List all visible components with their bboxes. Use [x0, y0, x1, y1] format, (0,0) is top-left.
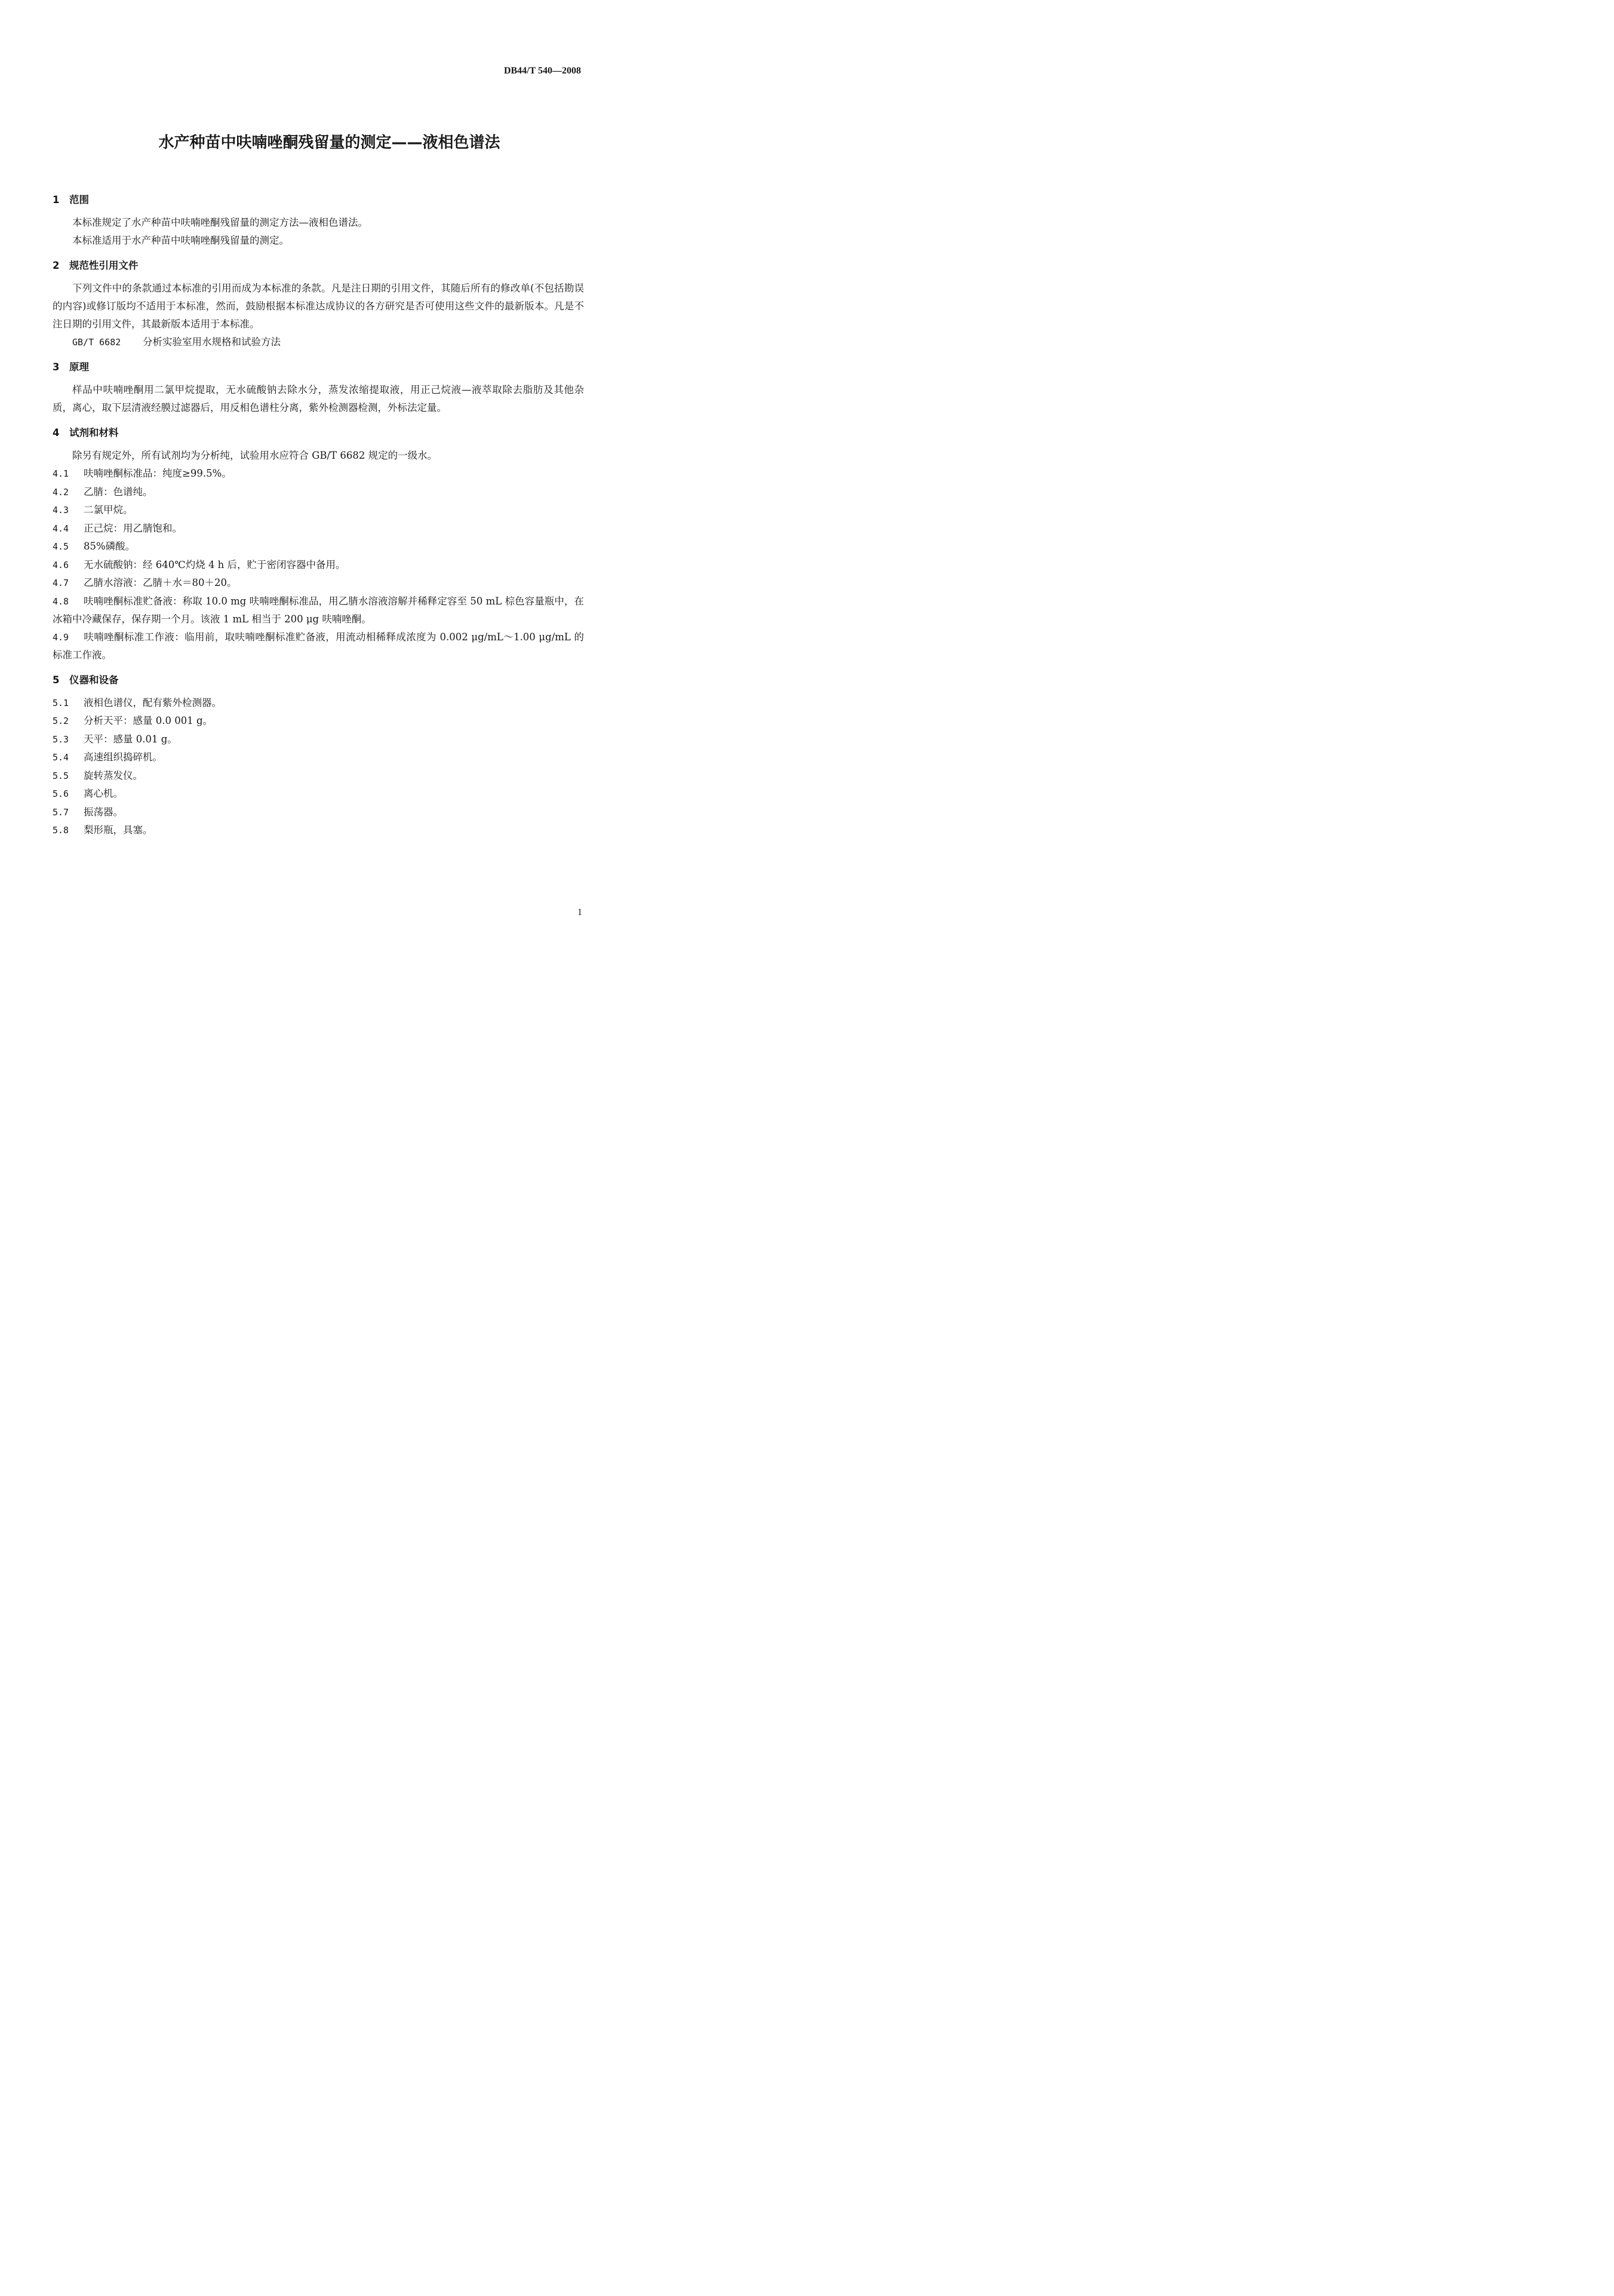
list-item: [53, 730, 584, 749]
list-item: [53, 556, 584, 575]
item-number: 5.8: [53, 825, 69, 836]
section-4-heading: [53, 424, 584, 442]
section-3-heading: [53, 358, 584, 376]
item-text: 液相色谱仪，配有紫外检测器。: [84, 696, 222, 708]
reference-code: GB/T 6682: [72, 337, 121, 348]
section-number: 3: [53, 361, 60, 373]
list-item: [53, 538, 584, 556]
page-number: 1: [577, 907, 582, 917]
item-number: 5.2: [53, 716, 69, 726]
list-item: [53, 593, 584, 628]
paragraph: 下列文件中的条款通过本标准的引用而成为本标准的条款。凡是注日期的引用文件，其随后所有的修改单(不包括勘误的内容)或修订版均不适用于本标准，然而，鼓励根据本标准达成协议的各方研究是否可使用这些文件的最新版本。凡是不注日期的引用文件，其最新版本适用于本标准。: [53, 283, 584, 330]
item-number: 4.8: [53, 596, 69, 607]
section-title: 范围: [69, 194, 89, 205]
list-item: [53, 465, 584, 483]
section-number: 5: [53, 674, 60, 686]
list-item: [53, 483, 584, 502]
item-number: 4.9: [53, 631, 69, 643]
item-text: 高速组织捣碎机。: [84, 751, 162, 763]
item-number: 4.5: [53, 541, 69, 552]
item-text: 85%磷酸。: [84, 541, 136, 552]
standard-code: DB44/T 540—2008: [503, 66, 581, 76]
item-text: 分析天平：感量 0.0 001 g。: [84, 715, 213, 726]
item-text: 离心机。: [84, 788, 123, 799]
list-item: [53, 712, 584, 730]
item-text: 呋喃唑酮标准品：纯度≥99.5%。: [84, 468, 232, 479]
section-5-heading: [53, 671, 584, 689]
document-title: 水产种苗中呋喃唑酮残留量的测定——液相色谱法: [158, 134, 500, 152]
section-title: 试剂和材料: [69, 427, 119, 438]
item-text: 乙腈：色谱纯。: [84, 486, 153, 498]
item-text: 无水硫酸钠：经 640℃灼烧 4 h 后，贮于密闭容器中备用。: [84, 558, 346, 570]
item-number: 5.6: [53, 788, 69, 799]
document-body: [53, 191, 584, 840]
paragraph: 本标准适用于水产种苗中呋喃唑酮残留量的测定。: [72, 235, 289, 246]
item-number: 5.5: [53, 770, 69, 781]
list-item: [53, 501, 584, 520]
item-number: 5.7: [53, 806, 69, 818]
section-title: 仪器和设备: [69, 674, 119, 686]
item-text: 二氯甲烷。: [84, 504, 133, 515]
section-title: 原理: [69, 361, 89, 373]
item-number: 4.1: [53, 468, 69, 479]
item-number: 4.2: [53, 486, 69, 498]
item-number: 4.7: [53, 578, 69, 588]
item-text: 旋转蒸发仪。: [84, 769, 143, 781]
section-2-heading: [53, 257, 584, 275]
item-text: 振荡器。: [84, 806, 123, 818]
section-title: 规范性引用文件: [69, 260, 139, 271]
reference-entry: [53, 333, 584, 351]
item-text: 呋喃唑酮标准工作液：临用前，取呋喃唑酮标准贮备液，用流动相稀释成浓度为 0.002 μg/mL～1.00 μg/mL 的标准工作液。: [53, 631, 584, 661]
item-number: 5.3: [53, 733, 69, 745]
item-text: 正己烷：用乙腈饱和。: [84, 522, 182, 534]
item-number: 5.1: [53, 697, 69, 708]
list-item: [53, 628, 584, 664]
paragraph: 样品中呋喃唑酮用二氯甲烷提取，无水硫酸钠去除水分，蒸发浓缩提取液，用正己烷液—液萃取除去脂肪及其他杂质，离心，取下层清液经膜过滤器后，用反相色谱柱分离，紫外检测器检测，外标法定量。: [53, 384, 584, 413]
section-number: 2: [53, 260, 60, 271]
section-1-heading: [53, 191, 584, 209]
section-number: 1: [53, 194, 60, 205]
item-text: 呋喃唑酮标准贮备液：称取 10.0 mg 呋喃唑酮标准品，用乙腈水溶液溶解并稀释定容至 50 mL 棕色容量瓶中，在冰箱中冷藏保存，保存期一个月。该液 1 mL 相当于 200 μg 呋喃唑酮。: [53, 595, 584, 625]
item-number: 4.3: [53, 505, 69, 515]
paragraph: 本标准规定了水产种苗中呋喃唑酮残留量的测定方法—液相色谱法。: [72, 217, 368, 228]
list-item: [53, 748, 584, 767]
reference-title: 分析实验室用水规格和试验方法: [143, 336, 281, 348]
list-item: [53, 694, 584, 713]
item-number: 4.4: [53, 523, 69, 534]
item-number: 5.4: [53, 752, 69, 763]
list-item: [53, 767, 584, 785]
list-item: [53, 785, 584, 803]
list-item: [53, 821, 584, 840]
item-text: 梨形瓶，具塞。: [84, 824, 153, 836]
section-number: 4: [53, 427, 60, 438]
item-text: 乙腈水溶液：乙腈＋水＝80＋20。: [84, 577, 237, 588]
list-item: [53, 520, 584, 538]
list-item: [53, 574, 584, 593]
item-number: 4.6: [53, 559, 69, 570]
paragraph: 除另有规定外，所有试剂均为分析纯，试验用水应符合 GB/T 6682 规定的一级水。: [72, 450, 438, 461]
item-text: 天平：感量 0.01 g。: [84, 733, 177, 745]
list-item: [53, 803, 584, 822]
